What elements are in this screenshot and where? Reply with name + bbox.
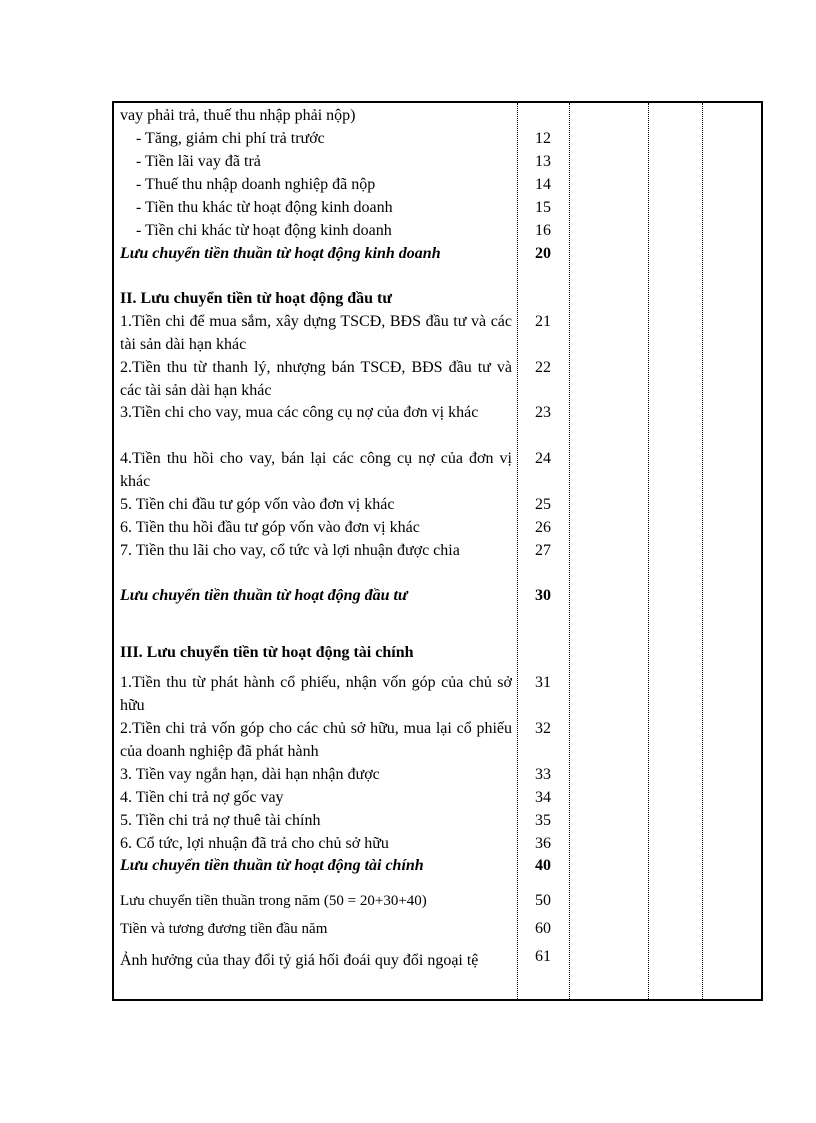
row-text: Lưu chuyển tiền thuần từ hoạt động đầu tư (120, 587, 408, 604)
row-text: vay phải trả, thuế thu nhập phải nộp) (120, 107, 356, 124)
row-code: 34 (535, 789, 551, 806)
row-text: 3. Tiền vay ngắn hạn, dài hạn nhận được (120, 766, 380, 783)
column-divider-4 (702, 103, 703, 999)
row-text: 4. Tiền chi trả nợ gốc vay (120, 789, 284, 806)
row-code: 31 (535, 674, 551, 691)
column-divider-3 (648, 103, 649, 999)
row-text: III. Lưu chuyển tiền từ hoạt động tài chính (120, 644, 414, 661)
row-text: Lưu chuyển tiền thuần từ hoạt động kinh doanh (120, 245, 441, 262)
row-code: 15 (535, 199, 551, 216)
row-text: 6. Tiền thu hồi đầu tư góp vốn vào đơn vị khác (120, 519, 420, 536)
column-divider-2 (569, 103, 570, 999)
row-code: 61 (535, 948, 551, 965)
row-text: 5. Tiền chi đầu tư góp vốn vào đơn vị khác (120, 496, 395, 513)
row-text: 1.Tiền chi để mua sắm, xây dựng TSCĐ, BĐS đầu tư và các tài sản dài hạn khác (120, 313, 512, 353)
row-text: - Tiền lãi vay đã trả (136, 153, 261, 170)
row-text: 2.Tiền thu từ thanh lý, nhượng bán TSCĐ, BĐS đầu tư và các tài sản dài hạn khác (120, 359, 512, 399)
row-code: 60 (535, 920, 551, 937)
row-code: 27 (535, 542, 551, 559)
cash-flow-table (112, 101, 763, 1001)
row-text: 2.Tiền chi trả vốn góp cho các chủ sở hữu, mua lại cổ phiếu của doanh nghiệp đã phát hành (120, 720, 512, 760)
row-code: 36 (535, 835, 551, 852)
row-text: 7. Tiền thu lãi cho vay, cổ tức và lợi nhuận được chia (120, 542, 460, 559)
row-code: 50 (535, 892, 551, 909)
row-text: Tiền và tương đương tiền đầu năm (120, 921, 328, 937)
row-code: 14 (535, 176, 551, 193)
row-text: 4.Tiền thu hồi cho vay, bán lại các công cụ nợ của đơn vị khác (120, 450, 512, 490)
row-code: 16 (535, 222, 551, 239)
row-code: 26 (535, 519, 551, 536)
row-code: 21 (535, 313, 551, 330)
row-code: 12 (535, 130, 551, 147)
row-code: 22 (535, 359, 551, 376)
row-text: 5. Tiền chi trả nợ thuê tài chính (120, 812, 321, 829)
row-code: 35 (535, 812, 551, 829)
row-text: Ảnh hưởng của thay đổi tỷ giá hối đoái quy đổi ngoại tệ (120, 952, 479, 969)
row-text: - Thuế thu nhập doanh nghiệp đã nộp (136, 176, 376, 193)
row-code: 24 (535, 450, 551, 467)
row-text: Lưu chuyển tiền thuần trong năm (50 = 20+30+40) (120, 893, 427, 909)
row-code: 23 (535, 404, 551, 421)
row-code: 20 (535, 245, 551, 262)
row-code: 25 (535, 496, 551, 513)
row-code: 30 (535, 587, 551, 604)
row-text: - Tăng, giảm chi phí trả trước (136, 130, 325, 147)
row-code: 32 (535, 720, 551, 737)
row-text: - Tiền chi khác từ hoạt động kinh doanh (136, 222, 392, 239)
row-text: II. Lưu chuyển tiền từ hoạt động đầu tư (120, 290, 392, 307)
row-code: 33 (535, 766, 551, 783)
row-code: 13 (535, 153, 551, 170)
row-text: 3.Tiền chi cho vay, mua các công cụ nợ của đơn vị khác (120, 404, 479, 421)
row-text: Lưu chuyển tiền thuần từ hoạt động tài chính (120, 857, 424, 874)
row-text: - Tiền thu khác từ hoạt động kinh doanh (136, 199, 393, 216)
row-code: 40 (535, 857, 551, 874)
row-text: 6. Cổ tức, lợi nhuận đã trả cho chủ sở hữu (120, 835, 389, 852)
row-text: 1.Tiền thu từ phát hành cổ phiếu, nhận vốn góp của chủ sở hữu (120, 674, 512, 714)
